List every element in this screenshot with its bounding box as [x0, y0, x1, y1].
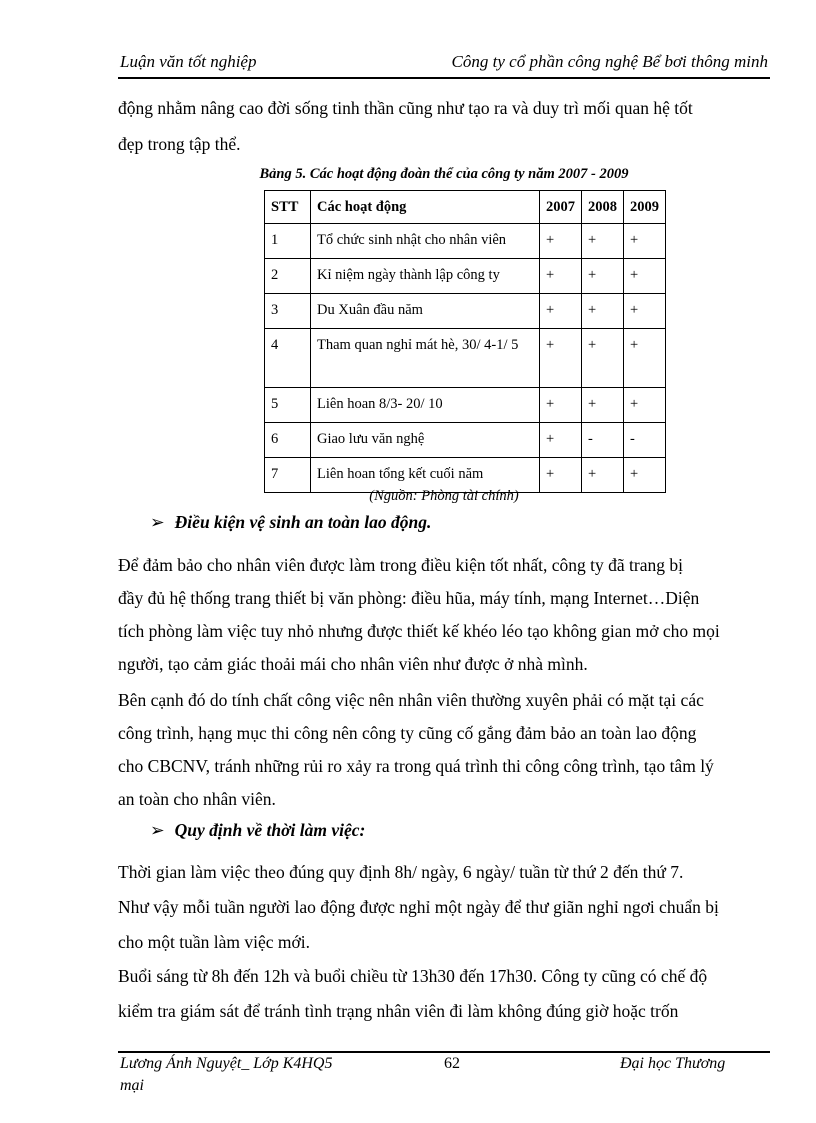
- s1-p2-line-2: công trình, hạng mục thi công nên công ty cũng cố gắng đảm bảo an toàn lao động: [118, 723, 697, 743]
- cell-activity: Du Xuân đầu năm: [311, 294, 540, 329]
- cell-stt: 7: [265, 458, 311, 493]
- cell-2007: +: [540, 224, 582, 259]
- cell-stt: 5: [265, 388, 311, 423]
- cell-2008: -: [582, 423, 624, 458]
- header-right: Công ty cổ phần công nghệ Bể bơi thông minh: [451, 52, 768, 71]
- cell-stt: 1: [265, 224, 311, 259]
- s1-p1-line-4: người, tạo cảm giác thoải mái cho nhân viên như được ở nhà mình.: [118, 654, 588, 674]
- cell-2008: +: [582, 294, 624, 329]
- cell-2008: +: [582, 329, 624, 388]
- cell-2009: +: [624, 388, 666, 423]
- s2-p2-line-1: Buổi sáng từ 8h đến 12h và buổi chiều từ 13h30 đến 17h30. Công ty cũng có chế độ: [118, 966, 708, 986]
- cell-2008: +: [582, 458, 624, 493]
- cell-2009: +: [624, 458, 666, 493]
- table-row: [265, 388, 666, 423]
- arrow-bullet-icon: ➢: [150, 512, 165, 532]
- cell-2007: +: [540, 329, 582, 388]
- s1-p1-line-2: đầy đủ hệ thống trang thiết bị văn phòng: điều hũa, máy tính, mạng Internet…Diện: [118, 588, 700, 608]
- cell-stt: 6: [265, 423, 311, 458]
- header-left: Luận văn tốt nghiệp: [120, 52, 257, 71]
- cell-2008: +: [582, 224, 624, 259]
- cell-2007: +: [540, 388, 582, 423]
- cell-2007: +: [540, 294, 582, 329]
- header-2008: 2008: [582, 191, 624, 224]
- cell-2008: +: [582, 259, 624, 294]
- section-heading-text: Quy định về thời làm việc:: [174, 820, 366, 840]
- cell-activity: Tổ chức sinh nhật cho nhân viên: [311, 224, 540, 259]
- footer-author-cont: mại: [120, 1077, 144, 1094]
- cell-2007: +: [540, 458, 582, 493]
- s1-p1-line-1: Để đảm bảo cho nhân viên được làm trong điều kiện tốt nhất, công ty đã trang bị: [118, 555, 683, 575]
- table-source: (Nguồn: Phòng tài chính): [369, 488, 519, 504]
- cell-activity: Liên hoan tổng kết cuối năm: [311, 458, 540, 493]
- s1-p1-line-3: tích phòng làm việc tuy nhỏ nhưng được thiết kế khéo léo tạo không gian mở cho mọi: [118, 621, 720, 641]
- cell-2009: -: [624, 423, 666, 458]
- table-row: [265, 224, 666, 259]
- footer-rule: [118, 1051, 770, 1053]
- cell-2007: +: [540, 423, 582, 458]
- header-rule: [118, 77, 770, 79]
- section-heading-text: Điều kiện vệ sinh an toàn lao động.: [174, 512, 432, 532]
- header-2007: 2007: [540, 191, 582, 224]
- table-header-row: [265, 191, 666, 224]
- intro-line-2: đẹp trong tập thể.: [118, 134, 241, 154]
- s1-p2-line-3: cho CBCNV, tránh những rủi ro xảy ra trong quá trình thi công công trình, tạo tâm lý: [118, 756, 714, 776]
- s2-p1-line-2: Như vậy mỗi tuần người lao động được nghỉ một ngày để thư giãn nghỉ ngơi chuẩn bị: [118, 897, 719, 917]
- page-number: 62: [444, 1055, 460, 1072]
- s1-p2-line-1: Bên cạnh đó do tính chất công việc nên nhân viên thường xuyên phải có mặt tại các: [118, 690, 704, 710]
- header-activity: Các hoạt động: [311, 191, 540, 224]
- cell-activity: Kỉ niệm ngày thành lập công ty: [311, 259, 540, 294]
- footer-university: Đại học Thương: [620, 1055, 726, 1072]
- s1-p2-line-4: an toàn cho nhân viên.: [118, 789, 276, 809]
- cell-2009: +: [624, 294, 666, 329]
- arrow-bullet-icon: ➢: [150, 820, 165, 840]
- section-heading-safety: [150, 512, 431, 533]
- table-row: [265, 329, 666, 388]
- header-stt: STT: [265, 191, 311, 224]
- intro-line-1: động nhằm nâng cao đời sống tinh thần cũng như tạo ra và duy trì mối quan hệ tốt: [118, 98, 693, 118]
- cell-stt: 2: [265, 259, 311, 294]
- header-2009: 2009: [624, 191, 666, 224]
- cell-stt: 3: [265, 294, 311, 329]
- section-heading-hours: [150, 820, 365, 841]
- cell-2009: +: [624, 329, 666, 388]
- table-row: [265, 423, 666, 458]
- cell-activity: Giao lưu văn nghệ: [311, 423, 540, 458]
- cell-2009: +: [624, 224, 666, 259]
- cell-stt: 4: [265, 329, 311, 388]
- footer-author: Lương Ánh Nguyệt_ Lớp K4HQ5: [120, 1055, 333, 1072]
- cell-activity: Tham quan nghỉ mát hè, 30/ 4-1/ 5: [311, 329, 540, 388]
- cell-2007: +: [540, 259, 582, 294]
- table-caption: Bảng 5. Các hoạt động đoàn thể của công ty năm 2007 - 2009: [259, 166, 629, 182]
- s2-p1-line-1: Thời gian làm việc theo đúng quy định 8h/ ngày, 6 ngày/ tuần từ thứ 2 đến thứ 7.: [118, 862, 684, 882]
- cell-2008: +: [582, 388, 624, 423]
- s2-p1-line-3: cho một tuần làm việc mới.: [118, 932, 310, 952]
- cell-activity: Liên hoan 8/3- 20/ 10: [311, 388, 540, 423]
- table-row: [265, 294, 666, 329]
- activities-table: [264, 190, 666, 493]
- table-row: [265, 259, 666, 294]
- cell-2009: +: [624, 259, 666, 294]
- s2-p2-line-2: kiểm tra giám sát để tránh tình trạng nhân viên đi làm không đúng giờ hoặc trốn: [118, 1001, 679, 1021]
